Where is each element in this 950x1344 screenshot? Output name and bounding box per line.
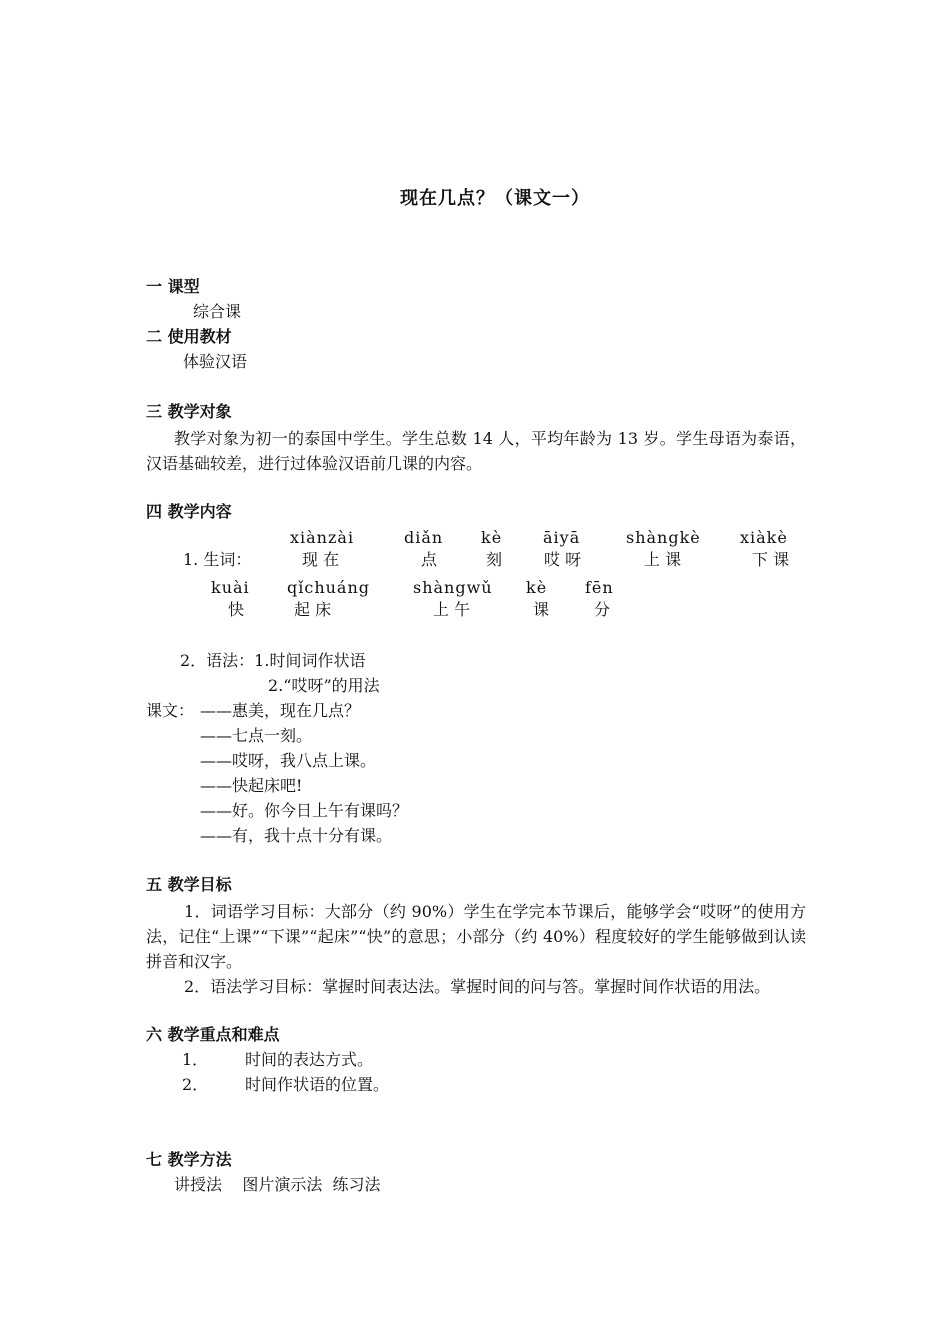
vocab-label: 1. 生词： xyxy=(183,550,252,569)
vocab-pinyin: kè xyxy=(526,578,548,597)
vocab-pinyin: xiàkè xyxy=(740,528,788,547)
vocab-pinyin: xiànzài xyxy=(290,528,355,547)
vocab-pinyin: shàngwǔ xyxy=(413,578,493,597)
vocab-pinyin: diǎn xyxy=(404,528,444,547)
vocab-hanzi: 刻 xyxy=(486,550,503,569)
section-3-heading: 三 教学对象 xyxy=(146,402,232,421)
vocab-pinyin: fēn xyxy=(585,578,614,597)
list-item: 时间的表达方式。 xyxy=(245,1050,374,1069)
section-1-heading: 一 课型 xyxy=(146,277,200,296)
section-7-body: 讲授法 图片演示法 练习法 xyxy=(174,1175,381,1194)
vocab-pinyin: kè xyxy=(481,528,503,547)
vocab-hanzi: 点 xyxy=(421,550,438,569)
section-3-body: 教学对象为初一的泰国中学生。学生总数 14 人，平均年龄为 13 岁。学生母语为泰语，汉语基础较差，进行过体验汉语前几课的内容。 xyxy=(146,429,806,473)
vocab-hanzi: 下 课 xyxy=(752,550,790,569)
vocab-hanzi: 哎 呀 xyxy=(544,550,582,569)
section-5-paragraph-1: 1．词语学习目标：大部分（约 90%）学生在学完本节课后，能够学会“哎呀”的使用方法，记住“上课”“下课”“起床”“快”的意思；小部分（约 40%）程度较好的学生能够做到认读拼音和汉字。 xyxy=(146,902,806,971)
dialogue-line: ——哎呀，我八点上课。 xyxy=(200,751,377,770)
dialogue-line: ——惠美，现在几点？ xyxy=(200,701,361,720)
vocab-hanzi: 快 xyxy=(228,600,245,619)
vocab-hanzi: 起 床 xyxy=(294,600,332,619)
section-1-body: 综合课 xyxy=(193,302,242,321)
section-5-heading: 五 教学目标 xyxy=(146,875,232,894)
dialogue-line: ——快起床吧! xyxy=(200,776,303,795)
vocab-pinyin: shàngkè xyxy=(626,528,701,547)
vocab-pinyin: kuài xyxy=(211,578,250,597)
section-2-heading: 二 使用教材 xyxy=(146,327,232,346)
vocab-hanzi: 分 xyxy=(594,600,611,619)
vocab-hanzi: 上 午 xyxy=(433,600,471,619)
section-5-paragraph-2: 2．语法学习目标：掌握时间表达法。掌握时间的问与答。掌握时间作状语的用法。 xyxy=(184,977,771,996)
vocab-hanzi: 现 在 xyxy=(302,550,340,569)
dialogue-line: ——好。你今日上午有课吗？ xyxy=(200,801,409,820)
vocab-hanzi: 课 xyxy=(533,600,550,619)
section-7-heading: 七 教学方法 xyxy=(146,1150,232,1169)
list-item-number: 1． xyxy=(182,1050,209,1069)
vocab-hanzi: 上 课 xyxy=(644,550,682,569)
grammar-line-1: 2．语法：1.时间词作状语 xyxy=(180,651,366,670)
document-title: 现在几点？（课文一） xyxy=(400,188,590,209)
vocab-pinyin: āiyā xyxy=(543,528,581,547)
grammar-line-2: 2.“哎呀”的用法 xyxy=(268,676,380,695)
section-6-heading: 六 教学重点和难点 xyxy=(146,1025,280,1044)
section-4-heading: 四 教学内容 xyxy=(146,502,232,521)
dialogue-line: ——有，我十点十分有课。 xyxy=(200,826,393,845)
section-2-body: 体验汉语 xyxy=(183,352,248,371)
list-item: 时间作状语的位置。 xyxy=(245,1075,390,1094)
list-item-number: 2． xyxy=(182,1075,209,1094)
dialogue-line: ——七点一刻。 xyxy=(200,726,313,745)
vocab-pinyin: qǐchuáng xyxy=(287,578,371,597)
text-label: 课文： xyxy=(146,701,195,720)
